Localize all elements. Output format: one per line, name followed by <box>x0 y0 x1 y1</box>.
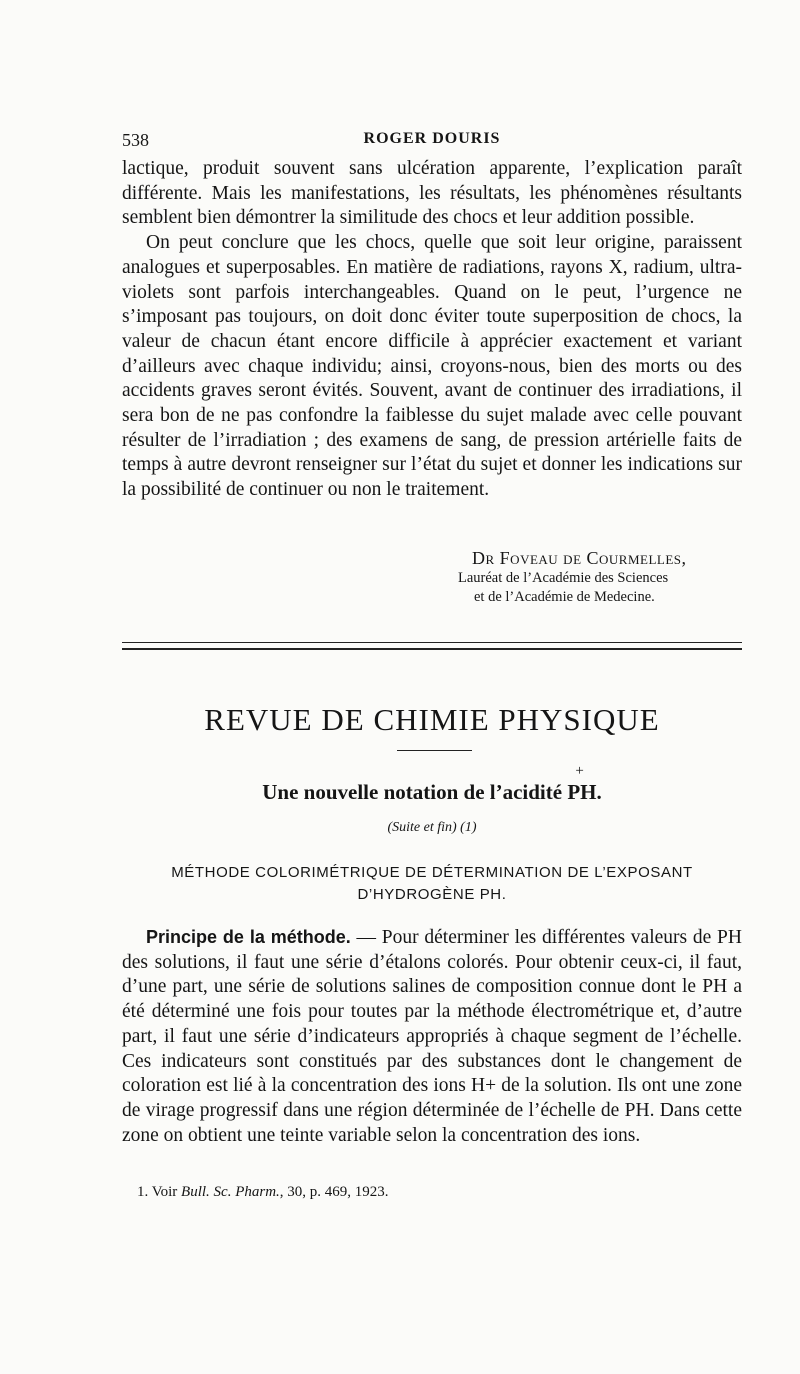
article-title-end: . <box>596 780 602 804</box>
paragraph-2: On peut conclure que les chocs, quelle que soit leur origine, paraissent analogues et superposables. En matière de radiations, rayons X, radium, ultra-violets sont parfois interchangeables. Quand on le peut, l’urgence ne s’imposant pas toujours, on doit donc éviter toute superposition de chocs, la valeur de chacun étant encore difficile à apprécier exactement et variant d’ailleurs avec chaque individu; ainsi, croyons-nous, bien des morts ou des accidents graves seront évités. Souvent, avant de continuer des irradiations, il sera bon de ne pas confondre la faiblesse du sujet malade avec celle pouvant résulter de l’irradiation ; des examens de sang, de pression artérielle faits de temps à autre devront renseigner sur l’état du sujet et donner les indications sur la possibilité de continuer ou non le traitement. <box>122 232 742 501</box>
paragraph-1: lactique, produit souvent sans ulcération apparente, l’explication paraît différente. Mais les manifestations, les résultats, les phénomènes résultants semblent bien démontrer la similitude des chocs et leur addition possible. <box>122 158 742 229</box>
page-number: 538 <box>122 130 149 150</box>
section-title: REVUE DE CHIMIE PHYSIQUE <box>204 702 660 737</box>
article-title <box>122 763 742 805</box>
ph-plus-sign: + <box>575 763 584 779</box>
footnote-text-before: Voir <box>148 1184 182 1200</box>
author-affiliation-1: Lauréat de l’Académie des Sciences <box>458 570 669 586</box>
author-affiliation-2: et de l’Académie de Medecine. <box>474 589 655 605</box>
section-divider-thin <box>122 642 742 643</box>
ph-symbol <box>567 763 597 805</box>
footnote-number: 1. <box>137 1184 149 1200</box>
article-body-text <box>122 157 742 503</box>
author-signature <box>452 548 742 607</box>
title-underline <box>397 750 472 751</box>
footnote-text-after: , 30, p. 469, 1923. <box>279 1184 389 1200</box>
footnote <box>137 1184 742 1201</box>
running-title: ROGER DOURIS <box>363 130 501 147</box>
author-name: Dr Foveau de Courmelles, <box>472 548 687 568</box>
section-divider-thick <box>122 648 742 650</box>
running-head <box>122 130 742 152</box>
article-title-text: Une nouvelle notation de l’acidité <box>262 780 568 804</box>
continuation-note: (Suite et fin) (1) <box>387 820 477 835</box>
method-heading <box>122 862 742 906</box>
method-heading-line-1: MÉTHODE COLORIMÉTRIQUE DE DÉTERMINATION DE L’EXPOSANT <box>171 864 693 881</box>
ph-letters: PH <box>567 780 597 804</box>
principle-paragraph <box>122 925 742 1148</box>
principle-lead: Principe de la méthode. <box>146 927 351 947</box>
footnote-journal: Bull. Sc. Pharm. <box>181 1184 280 1200</box>
principle-text: — Pour déterminer les différentes valeurs de PH des solutions, il faut une série d’étalons colorés. Pour obtenir ceux-ci, il faut, d’une part, une série de solutions salines de composition connue dont le PH a été déterminé une fois pour toutes par la méthode électrométrique et, d’autre part, il faut une série d’indicateurs appropriés à chaque segment de l’échelle. Ces indicateurs sont constitués par des substances dont le changement de coloration est lié à la concentration des ions H+ de la solution. Ils ont une zone de virage progressif dans une région déterminée de l’échelle de PH. Dans cette zone on obtient une teinte variable selon la concentration des ions. <box>122 927 742 1146</box>
method-heading-line-2: D’HYDROGÈNE PH. <box>357 886 507 903</box>
